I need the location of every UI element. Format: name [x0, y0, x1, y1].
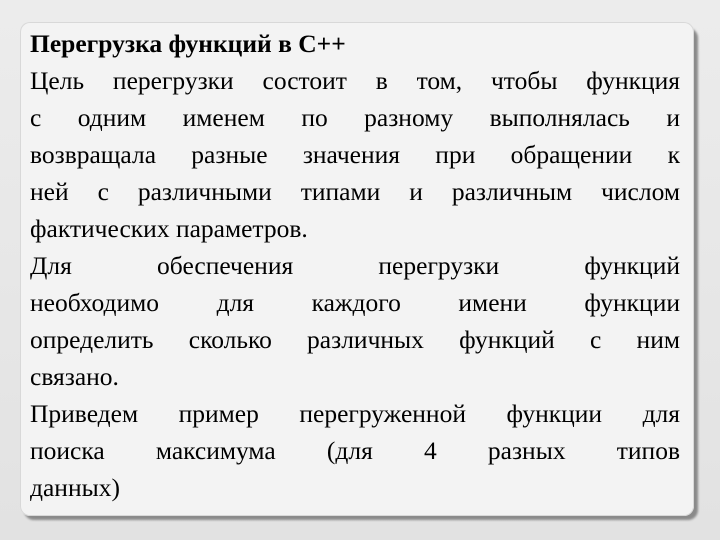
text-line: фактических параметров. — [30, 214, 308, 243]
text-line: необходимо для каждого имени функции — [30, 288, 680, 317]
text-line: Цель перегрузки состоит в том, чтобы функция — [30, 66, 680, 95]
text-line: Для обеспечения перегрузки функций — [30, 251, 680, 280]
text-line: поиска максимума (для 4 разных типов — [30, 436, 680, 465]
text-line: ней с различными типами и различным числом — [30, 177, 680, 206]
text-line: определить сколько различных функций с ним — [30, 325, 680, 354]
slide-title: Перегрузка функций в С++ — [30, 29, 346, 58]
text-line: Приведем пример перегруженной функции для — [30, 399, 680, 428]
text-line: с одним именем по разному выполнялась и — [30, 103, 680, 132]
text-line: возвращала разные значения при обращении к — [30, 140, 680, 169]
text-line: связано. — [30, 362, 119, 391]
slide-body — [30, 25, 680, 506]
slide — [20, 22, 694, 516]
text-line: данных) — [30, 473, 120, 502]
